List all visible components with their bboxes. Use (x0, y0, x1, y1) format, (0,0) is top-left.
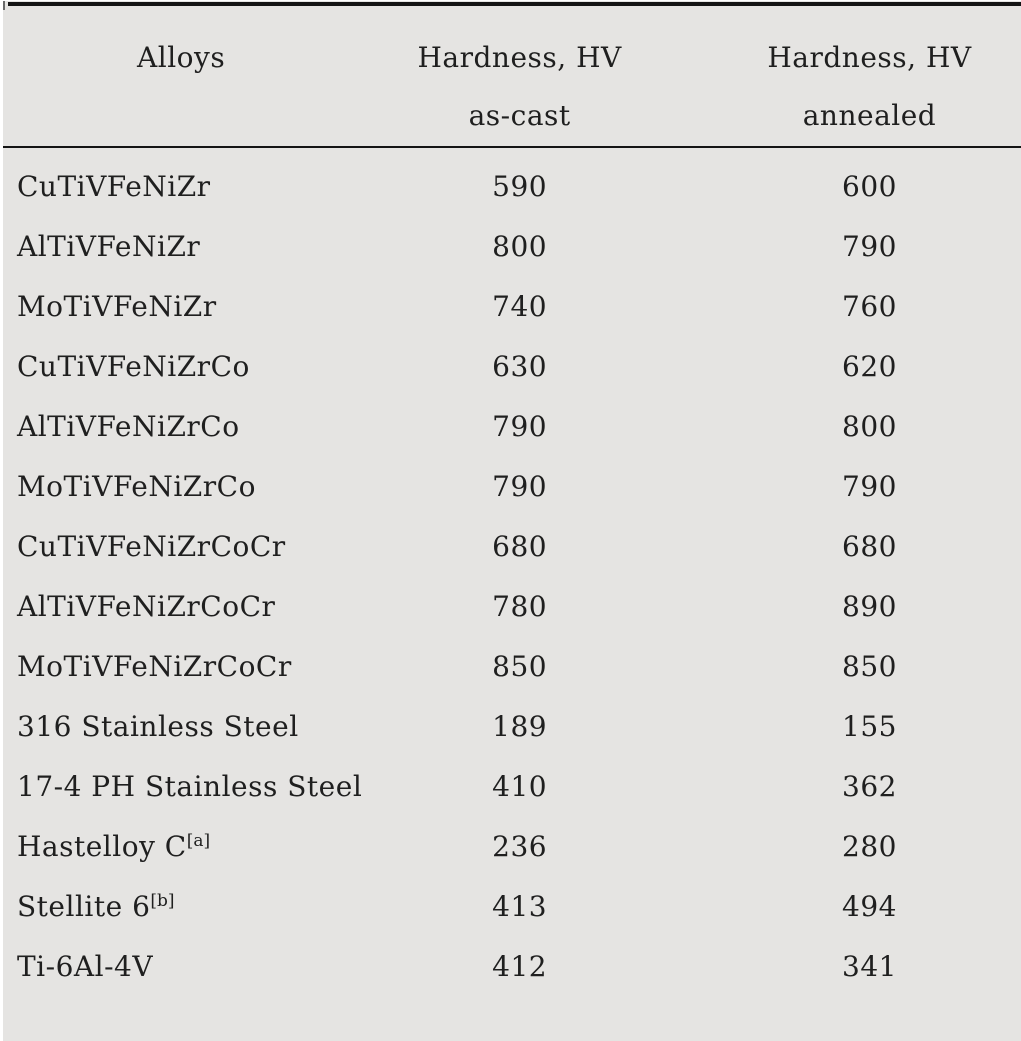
table-row (3, 756, 1021, 816)
alloy-name-cell (3, 410, 359, 443)
footnote-superscript: [b] (150, 890, 175, 911)
header-col-alloys (3, 28, 359, 146)
alloy-name: Ti-6Al-4V (17, 949, 154, 983)
hardness-as-cast-cell: 189 (492, 709, 548, 743)
hardness-annealed-cell: 790 (842, 229, 897, 263)
hardness-as-cast-cell: 413 (492, 889, 548, 923)
hardness-annealed-cell: 790 (842, 469, 897, 503)
table-row (3, 516, 1021, 576)
hardness-as-cast-cell: 790 (492, 409, 548, 443)
column-header-hardness-as-cast-line2: as-cast (468, 98, 571, 132)
hardness-annealed-cell: 620 (842, 349, 897, 383)
table-row (3, 936, 1021, 996)
alloy-name-cell (3, 950, 359, 983)
alloy-name: 17-4 PH Stainless Steel (17, 769, 363, 803)
alloy-name: CuTiVFeNiZr (17, 169, 211, 203)
hardness-annealed-cell: 155 (842, 709, 897, 743)
alloy-name: Hastelloy C (17, 829, 187, 863)
alloy-name-cell (3, 470, 359, 503)
hardness-annealed-cell: 890 (842, 589, 897, 623)
table-body (3, 148, 1021, 996)
hardness-as-cast-cell: 630 (492, 349, 548, 383)
alloy-name: 316 Stainless Steel (17, 709, 299, 743)
alloy-name-cell (3, 350, 359, 383)
alloy-name-cell (3, 769, 363, 803)
column-header-alloys: Alloys (137, 40, 226, 74)
alloy-name: AlTiVFeNiZrCoCr (17, 589, 276, 623)
column-header-hardness-annealed-line2: annealed (802, 98, 937, 132)
table-top-rule (8, 2, 1021, 6)
hardness-annealed-cell: 800 (842, 409, 897, 443)
hardness-annealed-cell: 494 (842, 889, 897, 923)
hardness-annealed-cell: 280 (842, 829, 897, 863)
hardness-as-cast-cell: 590 (492, 169, 548, 203)
alloy-name-cell (3, 290, 359, 323)
table-row (3, 276, 1021, 336)
alloy-name-cell (3, 650, 359, 683)
table-row (3, 876, 1021, 936)
table-header (3, 1, 1021, 146)
table-row (3, 816, 1021, 876)
table-row (3, 576, 1021, 636)
table-row (3, 636, 1021, 696)
alloy-name-cell (3, 710, 359, 743)
hardness-as-cast-cell: 790 (492, 469, 548, 503)
hardness-annealed-cell: 362 (842, 769, 897, 803)
scanned-table-page (3, 1, 1021, 1041)
hardness-as-cast-cell: 412 (492, 949, 548, 983)
scan-artifact-mark (3, 1, 5, 10)
table-row (3, 336, 1021, 396)
alloy-name-cell (3, 230, 359, 263)
table-row (3, 156, 1021, 216)
hardness-as-cast-cell: 850 (492, 649, 548, 683)
hardness-annealed-cell: 850 (842, 649, 897, 683)
hardness-as-cast-cell: 740 (492, 289, 548, 323)
table-row (3, 456, 1021, 516)
hardness-as-cast-cell: 410 (492, 769, 548, 803)
alloy-name: MoTiVFeNiZr (17, 289, 217, 323)
table-row (3, 216, 1021, 276)
alloy-name: MoTiVFeNiZrCo (17, 469, 256, 503)
column-header-hardness-as-cast-line1: Hardness, HV (417, 40, 622, 74)
alloy-name-cell (3, 890, 359, 923)
column-header-hardness-annealed-line1: Hardness, HV (767, 40, 972, 74)
hardness-as-cast-cell: 236 (492, 829, 548, 863)
alloy-name: AlTiVFeNiZrCo (17, 409, 240, 443)
hardness-annealed-cell: 760 (842, 289, 897, 323)
alloy-name: AlTiVFeNiZr (17, 229, 201, 263)
table-row (3, 696, 1021, 756)
header-col-annealed (680, 28, 1021, 146)
alloy-name: Stellite 6 (17, 889, 151, 923)
alloy-name-cell (3, 530, 359, 563)
alloy-name-cell (3, 590, 359, 623)
alloy-name: CuTiVFeNiZrCoCr (17, 529, 286, 563)
hardness-as-cast-cell: 680 (492, 529, 548, 563)
alloy-name-cell (3, 170, 359, 203)
table-row (3, 396, 1021, 456)
hardness-annealed-cell: 600 (842, 169, 897, 203)
footnote-superscript: [a] (186, 830, 211, 851)
hardness-annealed-cell: 680 (842, 529, 897, 563)
alloy-name: CuTiVFeNiZrCo (17, 349, 250, 383)
hardness-annealed-cell: 341 (842, 949, 897, 983)
alloy-name-cell (3, 830, 359, 863)
hardness-as-cast-cell: 780 (492, 589, 548, 623)
alloy-name: MoTiVFeNiZrCoCr (17, 649, 292, 683)
header-col-as-cast (359, 28, 680, 146)
hardness-as-cast-cell: 800 (492, 229, 548, 263)
